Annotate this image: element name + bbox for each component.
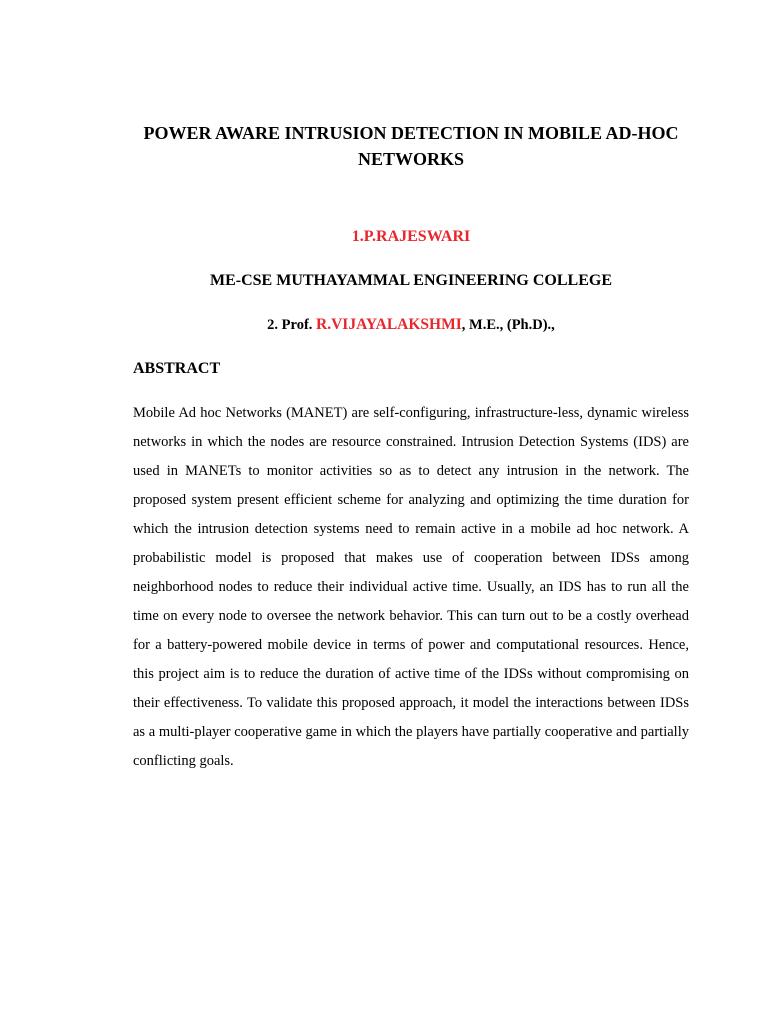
second-author-prefix: 2. Prof.: [267, 317, 317, 333]
abstract-heading: ABSTRACT: [133, 360, 221, 377]
second-author-name: R.VIJAYALAKSHMI: [316, 316, 462, 333]
author-affiliation: ME-CSE MUTHAYAMMAL ENGINEERING COLLEGE: [210, 272, 612, 289]
second-author-degrees: , M.E., (Ph.D).,: [461, 317, 555, 333]
second-author: [100, 314, 722, 336]
paper-title: POWER AWARE INTRUSION DETECTION IN MOBILE AD-HOC NETWORKS: [143, 123, 679, 169]
abstract-paragraph: Mobile Ad hoc Networks (MANET) are self-configuring, infrastructure-less, dynamic wireless networks in which the nodes are resource constrained. Intrusion Detection Systems (IDS) are used in MANETs to monitor activities so as to detect any intrusion in the network. The proposed system present efficient scheme for analyzing and optimizing the time duration for which the intrusion detection systems need to remain active in a mobile ad hoc network. A probabilistic model is proposed that makes use of cooperation between IDSs among neighborhood nodes to reduce their individual active time. Usually, an IDS has to run all the time on every node to oversee the network behavior. This can turn out to be a costly overhead for a battery-powered mobile device in terms of power and computational resources. Hence, this project aim is to reduce the duration of active time of the IDSs without compromising on their effectiveness. To validate this proposed approach, it model the interactions between IDSs as a multi-player cooperative game in which the players have partially cooperative and partially conflicting goals.: [133, 405, 689, 769]
first-author: 1.P.RAJESWARI: [351, 228, 471, 245]
